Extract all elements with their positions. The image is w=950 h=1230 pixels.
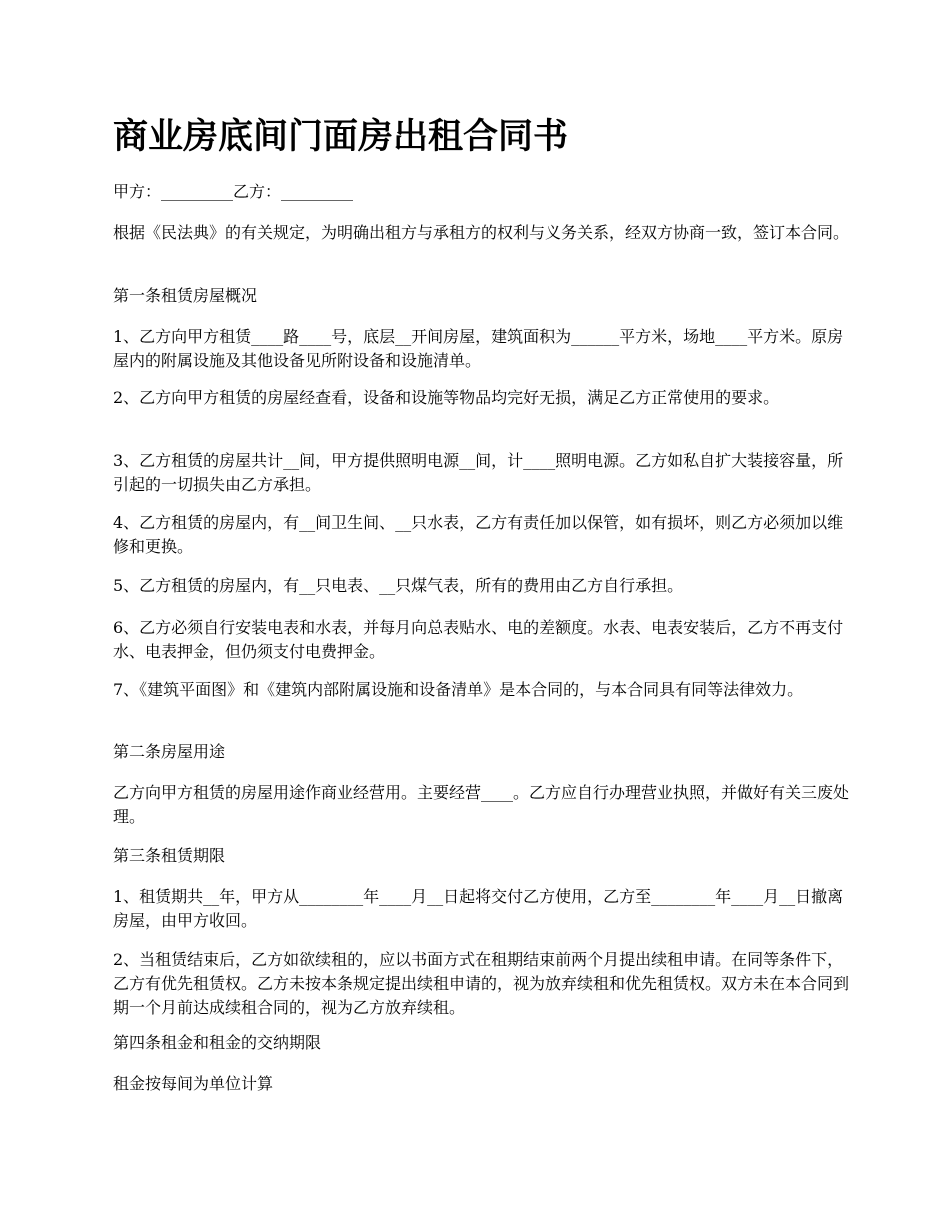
article-1-clause-7: 7、《建筑平面图》和《建筑内部附属设施和设备清单》是本合同的，与本合同具有同等法律效力。: [113, 680, 804, 699]
article-1-clause-3: 3、乙方租赁的房屋共计__间，甲方提供照明电源__间，计____照明电源。乙方如私自扩大装接容量，所引起的一切损失由乙方承担。: [113, 451, 844, 494]
parties-line: 甲方：_________乙方：_________: [113, 182, 354, 201]
preamble-paragraph: 根据《民法典》的有关规定，为明确出租方与承租方的权利与义务关系，经双方协商一致，签订本合同。: [113, 223, 850, 242]
article-2-body: 乙方向甲方租赁的房屋用途作商业经营用。主要经营____。乙方应自行办理营业执照，并做好有关三废处理。: [113, 783, 850, 826]
document-title: 商业房底间门面房出租合同书: [113, 116, 569, 157]
article-3-heading: 第三条租赁期限: [113, 846, 226, 865]
article-1-clause-1: 1、乙方向甲方租赁____路____号，底层__开间房屋，建筑面积为______平方米，场地____平方米。原房屋内的附属设施及其他设备见所附设备和设施清单。: [113, 327, 844, 370]
article-2-heading: 第二条房屋用途: [113, 742, 226, 761]
article-4-heading: 第四条租金和租金的交纳期限: [113, 1033, 322, 1052]
article-1-clause-4: 4、乙方租赁的房屋内，有__间卫生间、__只水表，乙方有责任加以保管，如有损坏，则乙方必须加以维修和更换。: [113, 513, 844, 556]
article-3-clause-1: 1、租赁期共__年，甲方从________年____月__日起将交付乙方使用，乙方至________年____月__日撤离房屋，由甲方收回。: [113, 887, 844, 930]
article-3-clause-2: 2、当租赁结束后，乙方如欲续租的，应以书面方式在租期结束前两个月提出续租申请。在同等条件下，乙方有优先租赁权。乙方未按本条规定提出续租申请的，视为放弃续租和优先租赁权。双方未在本合同到期一个月前达成续租合同的，视为乙方放弃续租。: [113, 950, 850, 1017]
article-4-body: 租金按每间为单位计算: [113, 1074, 274, 1093]
article-1-clause-2: 2、乙方向甲方租赁的房屋经查看，设备和设施等物品均完好无损，满足乙方正常使用的要求。: [113, 388, 780, 407]
article-1-clause-5: 5、乙方租赁的房屋内，有__只电表、__只煤气表，所有的费用由乙方自行承担。: [113, 576, 684, 595]
article-1-heading: 第一条租赁房屋概况: [113, 286, 258, 305]
article-1-clause-6: 6、乙方必须自行安装电表和水表，并每月向总表贴水、电的差额度。水表、电表安装后，乙方不再支付水、电表押金，但仍须支付电费押金。: [113, 618, 844, 661]
